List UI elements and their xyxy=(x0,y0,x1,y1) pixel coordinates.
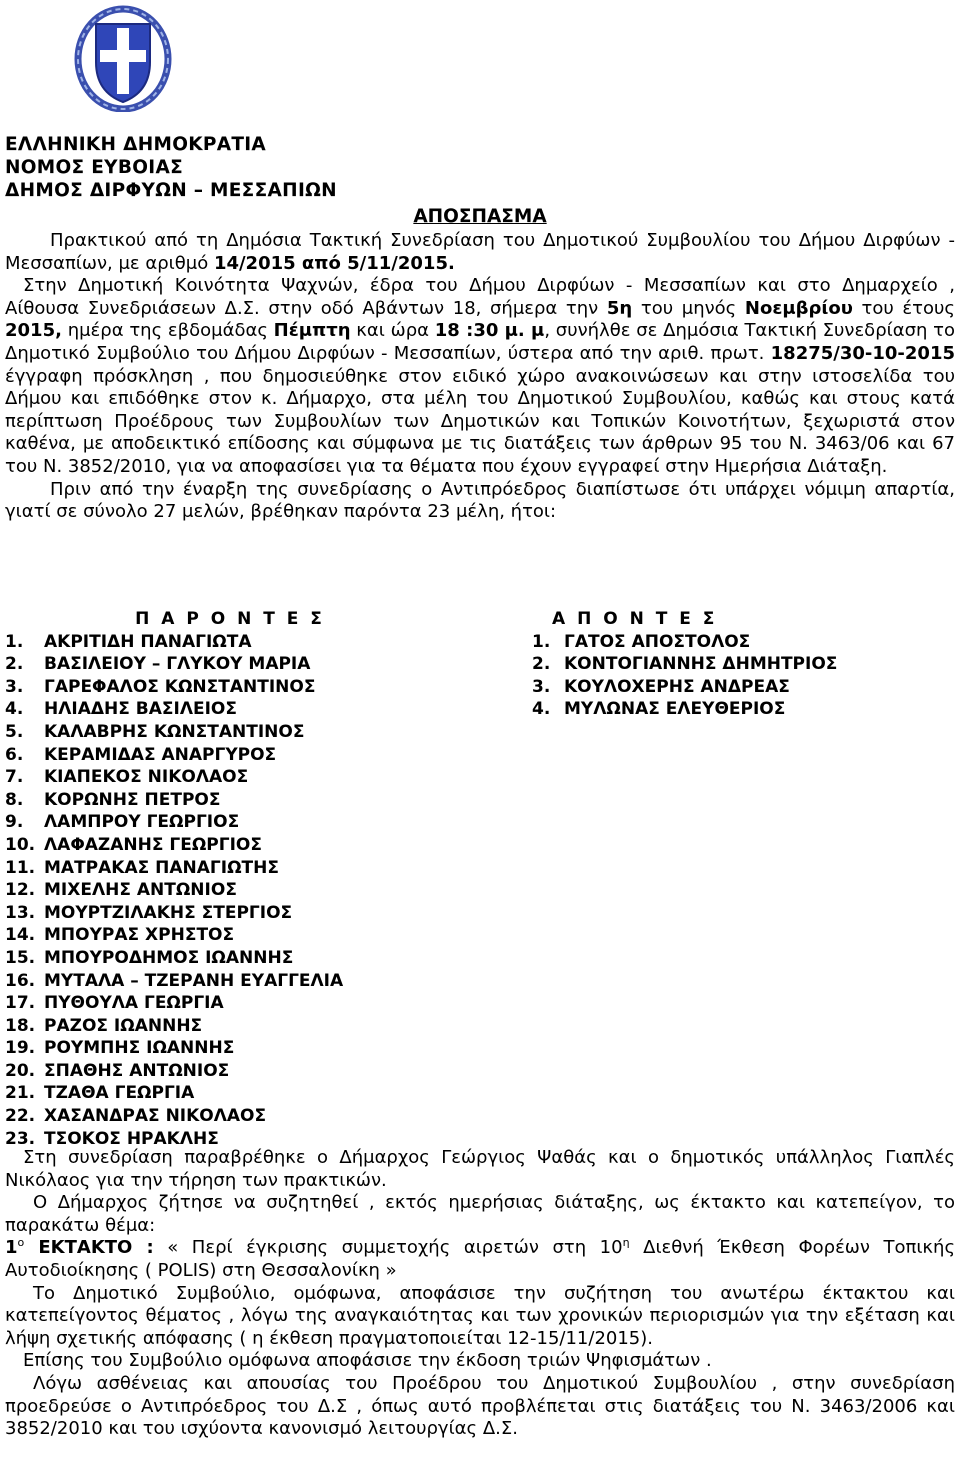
list-item-name: ΚΟΥΛΟΧΕΡΗΣ ΑΝΔΡΕΑΣ xyxy=(564,676,790,697)
present-list xyxy=(5,608,505,1150)
list-item-number: 19. xyxy=(5,1038,36,1059)
list-item-number: 3. xyxy=(532,676,551,697)
list-item-name: ΡΑΖΟΣ ΙΩΑΝΝΗΣ xyxy=(44,1015,203,1036)
list-item-name: ΜΙΧΕΛΗΣ ΑΝΤΩΝΙΟΣ xyxy=(44,880,237,901)
list-item-number: 20. xyxy=(5,1060,36,1081)
list-item-name: ΤΖΑΘΑ ΓΕΩΡΓΙΑ xyxy=(44,1083,195,1104)
list-item-name: ΜΥΛΩΝΑΣ ΕΛΕΥΘΕΡΙΟΣ xyxy=(564,699,786,720)
list-item-number: 13. xyxy=(5,902,36,923)
list-item-name: ΗΛΙΑΔΗΣ ΒΑΣΙΛΕΙΟΣ xyxy=(44,699,237,720)
list-item-name: ΠΥΘΟΥΛΑ ΓΕΩΡΓΙΑ xyxy=(44,993,224,1014)
list-item-number: 4. xyxy=(5,699,24,720)
list-item-number: 23. xyxy=(5,1128,36,1149)
list-item-name: ΡΟΥΜΠΗΣ ΙΩΑΝΝΗΣ xyxy=(44,1038,235,1059)
list-item xyxy=(532,698,952,721)
list-item-number: 2. xyxy=(532,654,551,675)
list-item-name: ΚΟΡΩΝΗΣ ΠΕΤΡΟΣ xyxy=(44,789,221,810)
list-item-number: 10. xyxy=(5,834,36,855)
list-item xyxy=(5,1105,505,1128)
present-items xyxy=(5,631,505,1151)
list-item-name: ΛΑΜΠΡΟΥ ΓΕΩΡΓΙΟΣ xyxy=(44,812,240,833)
list-item xyxy=(5,789,505,812)
list-item-name: ΓΑΤΟΣ ΑΠΟΣΤΟΛΟΣ xyxy=(564,631,751,652)
list-item-name: ΓΑΡΕΦΑΛΟΣ ΚΩΝΣΤΑΝΤΙΝΟΣ xyxy=(44,676,316,697)
list-item xyxy=(5,970,505,993)
intro-text xyxy=(5,230,955,524)
list-item-name: ΧΑΣΑΝΔΡΑΣ ΝΙΚΟΛΑΟΣ xyxy=(44,1106,267,1127)
list-item xyxy=(5,631,505,654)
attendance-lists xyxy=(5,608,955,1148)
list-item-number: 3. xyxy=(5,676,24,697)
list-item-number: 6. xyxy=(5,744,24,765)
list-item-name: ΜΠΟΥΡΑΣ ΧΡΗΣΤΟΣ xyxy=(44,925,235,946)
list-item-number: 18. xyxy=(5,1015,36,1036)
list-item xyxy=(5,1060,505,1083)
list-item-number: 7. xyxy=(5,767,24,788)
list-item-name: ΚΕΡΑΜΙΔΑΣ ΑΝΑΡΓΥΡΟΣ xyxy=(44,744,277,765)
list-item-number: 8. xyxy=(5,789,24,810)
list-item-number: 15. xyxy=(5,947,36,968)
list-item xyxy=(5,947,505,970)
list-item xyxy=(5,721,505,744)
list-item-number: 16. xyxy=(5,970,36,991)
list-item xyxy=(5,857,505,880)
list-item xyxy=(5,902,505,925)
list-item-name: ΚΙΑΠΕΚΟΣ ΝΙΚΟΛΑΟΣ xyxy=(44,767,249,788)
list-item-name: ΒΑΣΙΛΕΙΟΥ – ΓΛΥΚΟΥ ΜΑΡΙΑ xyxy=(44,654,311,675)
list-item xyxy=(5,766,505,789)
absent-items xyxy=(532,631,952,721)
header-line-prefecture: ΝΟΜΟΣ ΕΥΒΟΙΑΣ xyxy=(5,157,184,178)
closing-paragraph-5: Επίσης του Συμβούλιο ομόφωνα αποφάσισε την έκδοση τριών Ψηφισμάτων . xyxy=(23,1350,712,1372)
absent-heading: Α Π Ο Ν Τ Ε Σ xyxy=(552,609,718,629)
list-item xyxy=(5,924,505,947)
urgent-item: $1^o$ ΕΚΤΑΚΤΟ : « Περί έγκρισης συμμετοχής αιρετών στη $10^\eta$ Διεθνή Έκθεση Φορέων Τοπικής Αυτοδιοίκησης ( POLIS) στη Θεσσαλονίκη » xyxy=(5,1236,956,1281)
list-item-name: ΛΑΦΑΖΑΝΗΣ ΓΕΩΡΓΙΟΣ xyxy=(44,834,262,855)
present-heading: Π Α Ρ Ο Ν Τ Ε Σ xyxy=(135,609,325,629)
list-item-name: ΤΣΟΚΟΣ ΗΡΑΚΛΗΣ xyxy=(44,1128,219,1149)
absent-list xyxy=(532,608,952,721)
list-item xyxy=(5,811,505,834)
intro-paragraph-2: Στην Δημοτική Κοινότητα Ψαχνών, έδρα του Δήμου Διρφύων - Μεσσαπίων και στο Δημαρχείο , Αίθουσα Συνεδριάσεων Δ.Σ. στην οδό Αβάντων 18, σήμερα την 5η του μηνός Νοεμβρίου του έτους 2015, ημέρα της εβδομάδας Πέμπτη και ώρα 18 :30 μ. μ, συνήλθε σε Δημόσια Τακτική Συνεδρίαση το Δημοτικό Συμβούλιο του Δήμου Διρφύων - Μεσσαπίων, ύστερα από την αριθ. πρωτ. 18275/30-10-2015 έγγραφη πρόσκληση , που δημοσιεύθηκε στον ειδικό χώρο ανακοινώσεων και στην ιστοσελίδα του Δήμου και επιδόθηκε στον κ. Δήμαρχο, στα μέλη του Δημοτικού Συμβουλίου, καθώς και στους κατά περίπτωση Προέδρους των Συμβουλίων των Δημοτικών και Τοπικών Κοινοτήτων, ξεχωριστά στον καθένα, με αποδεικτικό επίδοσης και σύμφωνα με τις διατάξεις των άρθρων 95 του Ν. 3463/06 και 67 του Ν. 3852/2010, για να αποφασίσει για τα θέματα που έχουν εγγραφεί στην Ημερήσια Διάταξη. xyxy=(5,275,956,477)
list-item-name: ΣΠΑΘΗΣ ΑΝΤΩΝΙΟΣ xyxy=(44,1060,230,1081)
closing-paragraph-1: Στη συνεδρίαση παραβρέθηκε ο Δήμαρχος Γεώργιος Ψαθάς και ο δημοτικός υπάλληλος Γιαπλές Νικόλαος για την τήρηση των πρακτικών. xyxy=(5,1147,955,1191)
list-item-number: 17. xyxy=(5,993,36,1014)
list-item xyxy=(5,676,505,699)
list-item xyxy=(5,744,505,767)
intro-paragraph-1: Πρακτικού από τη Δημόσια Τακτική Συνεδρίαση του Δημοτικού Συμβουλίου του Δήμου Διρφύων - Μεσσαπίων, με αριθμό 14/2015 από 5/11/2015. xyxy=(5,230,955,274)
greek-emblem-icon xyxy=(74,4,172,112)
list-item xyxy=(5,834,505,857)
list-item-number: 2. xyxy=(5,654,24,675)
list-item-name: ΚΑΛΑΒΡΗΣ ΚΩΝΣΤΑΝΤΙΝΟΣ xyxy=(44,721,305,742)
list-item-number: 12. xyxy=(5,880,36,901)
list-item-number: 9. xyxy=(5,812,24,833)
document-title: ΑΠΟΣΠΑΣΜΑ xyxy=(413,206,547,227)
header-line-municipality: ΔΗΜΟΣ ΔΙΡΦΥΩΝ – ΜΕΣΣΑΠΙΩΝ xyxy=(5,180,337,201)
list-item-number: 4. xyxy=(532,699,551,720)
list-item xyxy=(5,653,505,676)
header-line-republic: ΕΛΛΗΝΙΚΗ ΔΗΜΟΚΡΑΤΙΑ xyxy=(5,134,267,155)
list-item-number: 5. xyxy=(5,721,24,742)
list-item xyxy=(5,879,505,902)
issuer-header xyxy=(5,133,337,202)
list-item xyxy=(5,1082,505,1105)
list-item xyxy=(532,676,952,699)
list-item xyxy=(5,992,505,1015)
list-item-number: 1. xyxy=(532,631,551,652)
list-item-name: ΜΥΤΑΛΑ – ΤΖΕΡΑΝΗ ΕΥΑΓΓΕΛΙΑ xyxy=(44,970,344,991)
closing-text xyxy=(5,1147,955,1441)
list-item xyxy=(5,698,505,721)
list-item-number: 21. xyxy=(5,1083,36,1104)
closing-paragraph-2: Ο Δήμαρχος ζήτησε να συζητηθεί , εκτός ημερήσιας διάταξης, ως έκτακτο και κατεπείγον, το παρακάτω θέμα: xyxy=(5,1192,955,1236)
list-item-number: 1. xyxy=(5,631,24,652)
list-item-number: 11. xyxy=(5,857,36,878)
list-item xyxy=(532,631,952,654)
list-item-name: ΑΚΡΙΤΙΔΗ ΠΑΝΑΓΙΩΤΑ xyxy=(44,631,252,652)
list-item xyxy=(532,653,952,676)
list-item-name: ΜΟΥΡΤΖΙΛΑΚΗΣ ΣΤΕΡΓΙΟΣ xyxy=(44,902,293,923)
list-item xyxy=(5,1037,505,1060)
intro-paragraph-3: Πριν από την έναρξη της συνεδρίασης ο Αντιπρόεδρος διαπίστωσε ότι υπάρχει νόμιμη απαρτία, γιατί σε σύνολο 27 μελών, βρέθηκαν παρόντα 23 μέλη, ήτοι: xyxy=(5,478,955,523)
list-item xyxy=(5,1015,505,1038)
closing-paragraph-6: Λόγω ασθένειας και απουσίας του Προέδρου του Δημοτικού Συμβουλίου , στην συνεδρίαση προεδρεύσε ο Αντιπρόεδρος του Δ.Σ , όπως αυτό προβλέπεται στις διατάξεις του Ν. 3463/2006 και 3852/2010 και του ισχύοντα κανονισμό λειτουργίας Δ.Σ. xyxy=(5,1372,955,1440)
list-item-name: ΜΑΤΡΑΚΑΣ ΠΑΝΑΓΙΩΤΗΣ xyxy=(44,857,279,878)
list-item-number: 22. xyxy=(5,1106,36,1127)
list-item-name: ΚΟΝΤΟΓΙΑΝΝΗΣ ΔΗΜΗΤΡΙΟΣ xyxy=(564,654,838,675)
closing-paragraph-4: Το Δημοτικό Συμβούλιο, ομόφωνα, αποφάσισε την συζήτηση του ανωτέρω έκτακτου και κατεπείγοντος θέματος , λόγω της αναγκαιότητας και των χρονικών περιορισμών για την εξέταση και λήψη σχετικής απόφασης ( η έκθεση πραγματοποιείται 12-15/11/2015). xyxy=(5,1282,955,1349)
list-item-name: ΜΠΟΥΡΟΔΗΜΟΣ ΙΩΑΝΝΗΣ xyxy=(44,947,294,968)
list-item-number: 14. xyxy=(5,925,36,946)
